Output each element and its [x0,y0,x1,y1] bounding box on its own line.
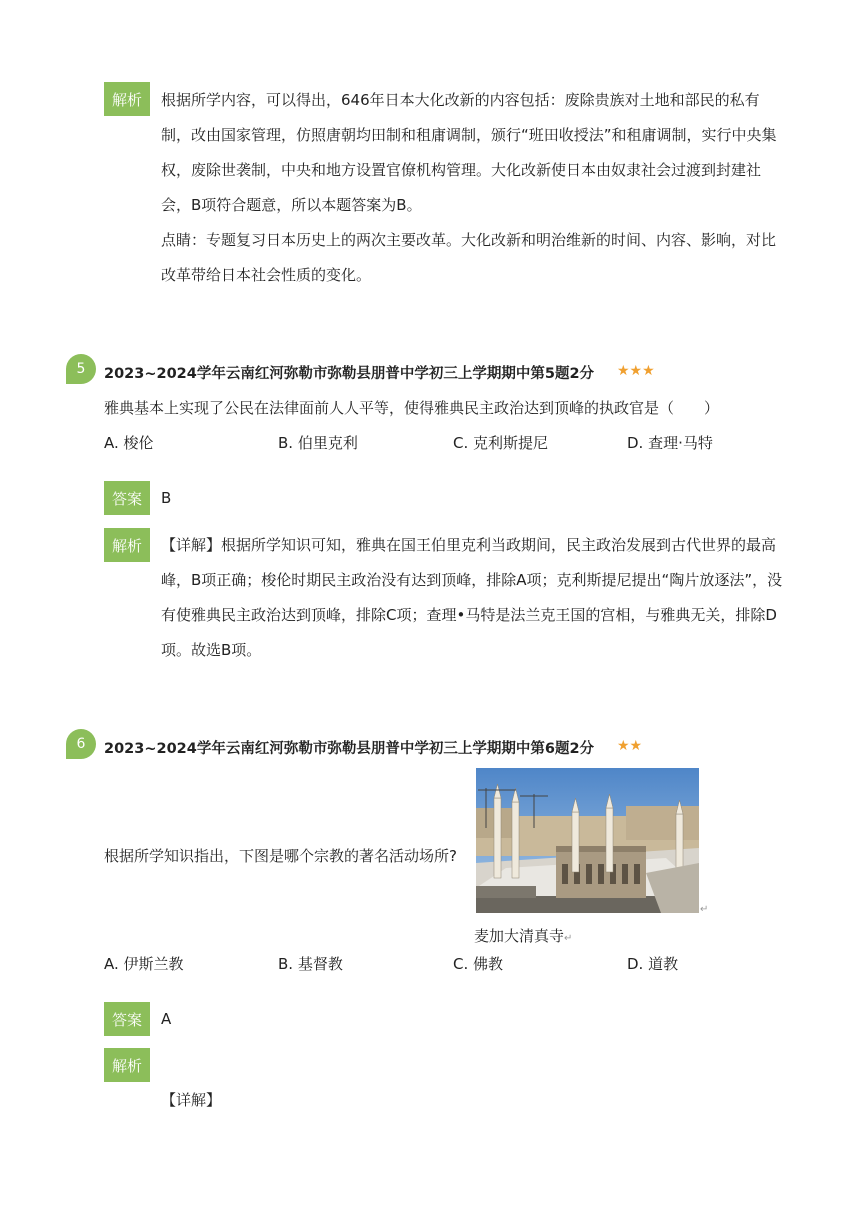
answer-value: B [161,489,172,507]
q5-analysis-line: 峰，B项正确；梭伦时期民主政治没有达到顶峰，排除A项；克利斯提尼提出“陶片放逐法”，没 [161,571,783,589]
analysis-label: 解析 [104,528,150,562]
option-a: A. 伊斯兰教 [104,955,184,973]
question-text: 雅典基本上实现了公民在法律面前人人平等，使得雅典民主政治达到顶峰的执政官是（ ） [104,399,720,417]
prev-analysis-line: 点睛：专题复习日本历史上的两次主要改革。大化改新和明治维新的时间、内容、影响，对比 [161,231,777,249]
prev-analysis-text [161,83,791,293]
image-caption-text: 麦加大清真寺 [474,927,565,945]
answer-label: 答案 [104,1002,150,1036]
analysis-label: 解析 [104,82,150,116]
option-c: C. 佛教 [453,955,504,973]
difficulty-stars: ★★ [617,738,643,754]
prev-analysis-line: 根据所学内容，可以得出，646年日本大化改新的内容包括：废除贵族对土地和部民的私有 [161,91,760,109]
option-c: C. 克利斯提尼 [453,434,549,452]
image-return-mark: ↵ [700,904,709,915]
prev-analysis-line: 权，废除世袭制，中央和地方设置官僚机构管理。大化改新使日本由奴隶社会过渡到封建社 [161,161,762,179]
q5-analysis-text [161,528,791,668]
answer-value: A [161,1010,172,1028]
image-caption [474,925,572,946]
question-title: 2023~2024学年云南红河弥勒市弥勒县朋普中学初三上学期期中第6题2分 [104,741,595,757]
q5-analysis-line: 项。故选B项。 [161,641,262,659]
mecca-mosque-photo [476,768,699,913]
option-b: B. 基督教 [278,955,343,973]
question-title: 2023~2024学年云南红河弥勒市弥勒县朋普中学初三上学期期中第5题2分 [104,366,595,382]
prev-analysis-line: 会，B项符合题意，所以本题答案为B。 [161,196,422,214]
prev-analysis-line: 制，改由国家管理，仿照唐朝均田制和租庸调制，颁行“班田收授法”和租庸调制，实行中央集 [161,126,777,144]
difficulty-stars: ★★★ [617,363,655,379]
q6-analysis-text [161,1083,791,1118]
prev-analysis-line: 改革带给日本社会性质的变化。 [161,266,372,284]
q5-analysis-line: 【详解】根据所学知识可知，雅典在国王伯里克利当政期间，民主政治发展到古代世界的最高 [161,536,777,554]
caption-return-mark: ↵ [564,933,573,944]
mosque-illustration [476,768,699,913]
option-d: D. 道教 [627,955,679,973]
option-b: B. 伯里克利 [278,434,358,452]
option-a: A. 梭伦 [104,434,154,452]
question-number-badge: 6 [66,729,96,759]
analysis-label: 解析 [104,1048,150,1082]
q6-analysis-line: 【详解】 [161,1091,222,1109]
question-text: 根据所学知识指出，下图是哪个宗教的著名活动场所? [104,847,457,865]
question-number-badge: 5 [66,354,96,384]
q5-analysis-line: 有使雅典民主政治达到顶峰，排除C项；查理•马特是法兰克王国的宫相，与雅典无关，排除D [161,606,777,624]
answer-label: 答案 [104,481,150,515]
option-d: D. 查理·马特 [627,434,713,452]
